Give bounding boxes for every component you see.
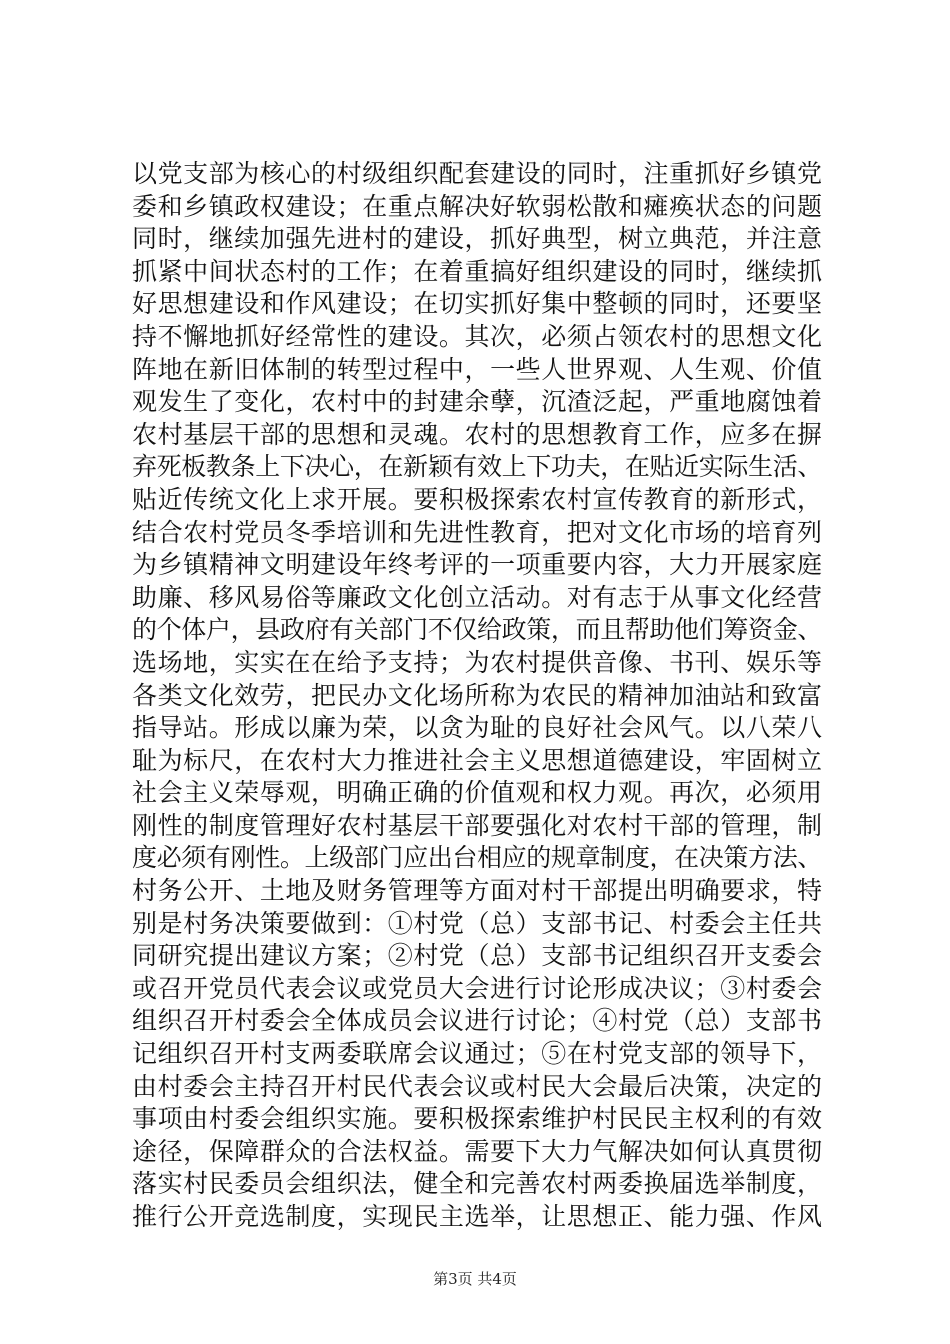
text-line: 由村委会主持召开村民代表会议或村民大会最后决策，决定的 (132, 1071, 822, 1101)
text-line: 耻为标尺，在农村大力推进社会主义思想道德建设，牢固树立 (132, 745, 822, 775)
text-line: 各类文化效劳，把民办文化场所称为农民的精神加油站和致富 (132, 680, 822, 710)
text-line: 落实村民委员会组织法，健全和完善农村两委换届选举制度， (132, 1169, 822, 1199)
text-line: 助廉、移风易俗等廉政文化创立活动。对有志于从事文化经营 (132, 582, 822, 612)
text-line: 事项由村委会组织实施。要积极探索维护村民民主权利的有效 (132, 1104, 822, 1134)
text-line: 指导站。形成以廉为荣，以贪为耻的良好社会风气。以八荣八 (132, 713, 822, 743)
text-line: 度必须有刚性。上级部门应出台相应的规章制度，在决策方法、 (132, 843, 822, 873)
text-line: 社会主义荣辱观，明确正确的价值观和权力观。再次，必须用 (132, 778, 822, 808)
text-line: 委和乡镇政权建设；在重点解决好软弱松散和瘫痪状态的问题 (132, 191, 822, 221)
text-line: 同时，继续加强先进村的建设，抓好典型，树立典范，并注意 (132, 224, 822, 254)
text-line: 记组织召开村支两委联席会议通过；⑤在村党支部的领导下， (132, 1039, 822, 1069)
body-paragraph (132, 158, 822, 1234)
text-line: 的个体户，县政府有关部门不仅给政策，而且帮助他们筹资金、 (132, 615, 822, 645)
text-line: 推行公开竞选制度，实现民主选举，让思想正、能力强、作风 (132, 1202, 822, 1231)
page-number-indicator: 第3页 共4页 (433, 1270, 517, 1288)
text-line: 阵地在新旧体制的转型过程中，一些人世界观、人生观、价值 (132, 354, 822, 384)
text-line: 抓紧中间状态村的工作；在着重搞好组织建设的同时，继续抓 (132, 256, 822, 286)
text-line: 结合农村党员冬季培训和先进性教育，把对文化市场的培育列 (132, 517, 822, 547)
text-line: 持不懈地抓好经常性的建设。其次，必须占领农村的思想文化 (132, 321, 822, 351)
text-line: 同研究提出建议方案；②村党（总）支部书记组织召开支委会 (132, 941, 822, 971)
text-line: 弃死板教条上下决心，在新颖有效上下功夫，在贴近实际生活、 (132, 452, 822, 482)
text-line: 组织召开村委会全体成员会议进行讨论；④村党（总）支部书 (132, 1006, 822, 1036)
text-line: 刚性的制度管理好农村基层干部要强化对农村干部的管理，制 (132, 810, 822, 840)
text-line: 好思想建设和作风建设；在切实抓好集中整顿的同时，还要坚 (132, 289, 822, 319)
text-line: 或召开党员代表会议或党员大会进行讨论形成决议；③村委会 (132, 973, 822, 1003)
text-line: 农村基层干部的思想和灵魂。农村的思想教育工作，应多在摒 (132, 419, 822, 449)
text-line: 贴近传统文化上求开展。要积极探索农村宣传教育的新形式， (132, 484, 822, 514)
text-line: 为乡镇精神文明建设年终考评的一项重要内容，大力开展家庭 (132, 550, 822, 580)
text-line: 观发生了变化，农村中的封建余孽，沉渣泛起，严重地腐蚀着 (132, 387, 822, 417)
text-line: 别是村务决策要做到：①村党（总）支部书记、村委会主任共 (132, 908, 822, 938)
text-line: 村务公开、土地及财务管理等方面对村干部提出明确要求，特 (132, 876, 822, 906)
text-line: 选场地，实实在在给予支持；为农村提供音像、书刊、娱乐等 (132, 647, 822, 677)
text-line: 途径，保障群众的合法权益。需要下大力气解决如何认真贯彻 (132, 1136, 822, 1166)
text-line: 以党支部为核心的村级组织配套建设的同时，注重抓好乡镇党 (132, 159, 822, 188)
page-footer (0, 1268, 950, 1289)
